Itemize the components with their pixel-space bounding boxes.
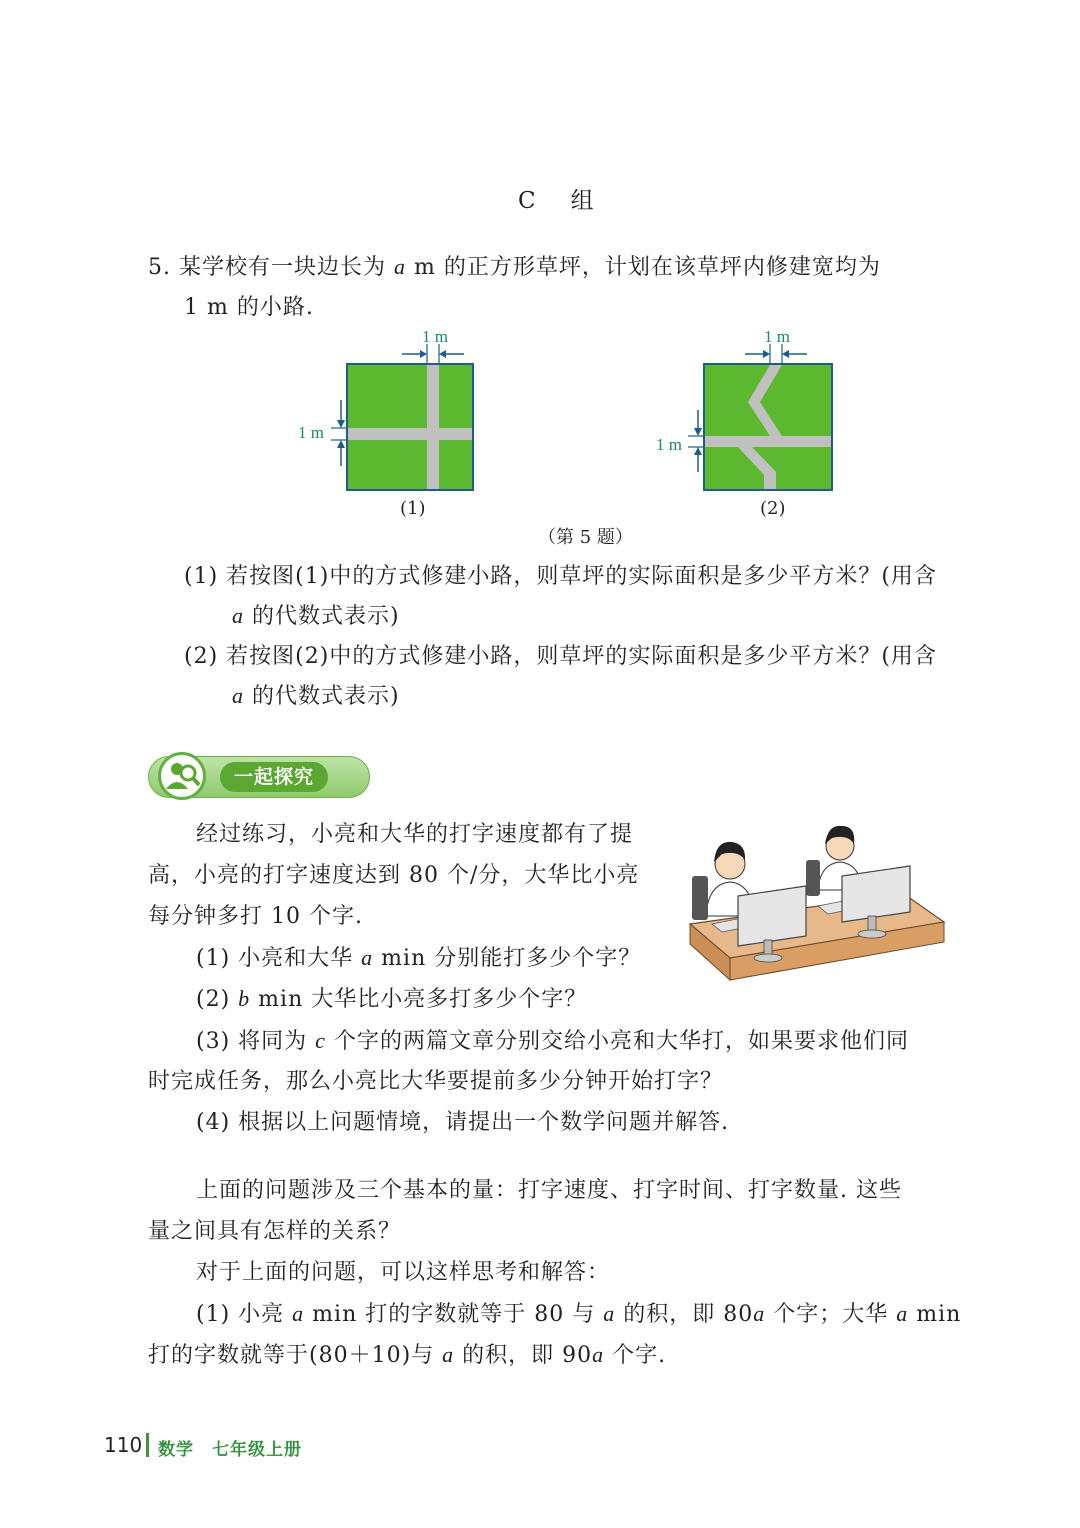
question-1-line1: (1) 若按图(1)中的方式修建小路，则草坪的实际面积是多少平方米？(用含: [184, 564, 937, 589]
question-2-line1: (2) 若按图(2)中的方式修建小路，则草坪的实际面积是多少平方米？(用含: [184, 644, 937, 669]
figure-main-caption: （第 5 题）: [538, 527, 633, 548]
explore-q1-a: (1) 小亮和大华: [196, 946, 354, 971]
horizontal-path: [348, 428, 472, 440]
d4-b: min 打的字数就等于 80 与: [312, 1302, 596, 1327]
explore-q1: [196, 943, 641, 974]
d4-e: min: [916, 1302, 962, 1327]
fig1-top-label: 1 m: [422, 327, 448, 346]
magnifier-people-icon: [158, 752, 206, 800]
var-a: a: [603, 1301, 616, 1326]
d5-a: 打的字数就等于(80＋10)与: [148, 1343, 435, 1368]
problem5-line1: [148, 252, 881, 283]
discussion-line-5: [148, 1340, 666, 1371]
explore-para-2: 高，小亮的打字速度达到 80 个/分，大华比小亮: [148, 863, 640, 888]
explore-para-3: 每分钟多打 10 个字.: [148, 904, 363, 929]
figure-2: [650, 320, 850, 500]
problem5-text-b: m 的正方形草坪，计划在该草坪内修建宽均为: [413, 255, 881, 280]
d5-c: 个字.: [612, 1343, 667, 1368]
var-a: a: [592, 1342, 605, 1367]
figure1-caption: (1): [400, 498, 426, 519]
fig2-top-label: 1 m: [764, 327, 790, 346]
vertical-path: [427, 365, 439, 489]
var-a: a: [753, 1301, 766, 1326]
question-1-tail: 的代数式表示): [252, 604, 400, 629]
explore-q2-pre: (2): [196, 987, 231, 1012]
section-title: C 组: [518, 188, 600, 214]
lawn-square-1: [347, 364, 473, 490]
explore-q3-line2: 时完成任务，那么小亮比大华要提前多少分钟开始打字？: [148, 1069, 724, 1094]
var-a: a: [442, 1342, 455, 1367]
d4-a: (1) 小亮: [196, 1302, 285, 1327]
explore-para-1: 经过练习，小亮和大华的打字速度都有了提: [196, 822, 634, 847]
var-a: a: [292, 1301, 305, 1326]
var-c: c: [315, 1028, 326, 1053]
fig1-side-label: 1 m: [298, 423, 324, 442]
problem5-text-a: 5. 某学校有一块边长为: [148, 255, 386, 280]
horizontal-path-2: [705, 436, 831, 447]
d4-c: 的积，即 80: [623, 1302, 754, 1327]
discussion-line-3: 对于上面的问题，可以这样思考和解答：: [196, 1260, 611, 1285]
d4-d: 个字；大华: [773, 1302, 889, 1327]
explore-together-tab: [148, 752, 370, 800]
explore-q3-b: 个字的两篇文章分别交给小亮和大华打，如果要求他们同: [333, 1029, 909, 1054]
explore-q1-b: min 分别能打多少个字？: [381, 946, 642, 971]
var-a: a: [361, 945, 374, 970]
discussion-line-1: 上面的问题涉及三个基本的量：打字速度、打字时间、打字数量. 这些: [196, 1178, 902, 1203]
question-2-line2: [232, 681, 400, 712]
var-a: a: [896, 1301, 909, 1326]
page-number: 110: [104, 1433, 143, 1457]
problem5-line2: 1 m 的小路.: [184, 295, 314, 320]
discussion-line-4: [196, 1299, 961, 1330]
var-a: a: [393, 254, 406, 279]
explore-q4: (4) 根据以上问题情境，请提出一个数学问题并解答.: [196, 1110, 730, 1135]
d5-b: 的积，即 90: [462, 1343, 593, 1368]
figure-1: [290, 320, 490, 500]
question-2-tail: 的代数式表示): [252, 684, 400, 709]
book-title: 数学 七年级上册: [158, 1440, 302, 1460]
explore-q2: [196, 984, 587, 1015]
figure2-caption: (2): [760, 498, 786, 519]
discussion-line-2: 量之间具有怎样的关系？: [148, 1219, 402, 1244]
explore-tab-label: 一起探究: [220, 762, 328, 792]
fig2-side-label: 1 m: [656, 435, 682, 454]
explore-q3-line1: [196, 1026, 909, 1057]
var-a: a: [232, 603, 244, 628]
var-a: a: [232, 683, 244, 708]
footer-divider: [146, 1433, 149, 1457]
explore-q2-b: min 大华比小亮多打多少个字？: [258, 987, 588, 1012]
explore-q3-a: (3) 将同为: [196, 1029, 308, 1054]
var-b: b: [238, 986, 251, 1011]
question-1-line2: [232, 601, 400, 632]
typing-students-illustration: [682, 820, 947, 995]
